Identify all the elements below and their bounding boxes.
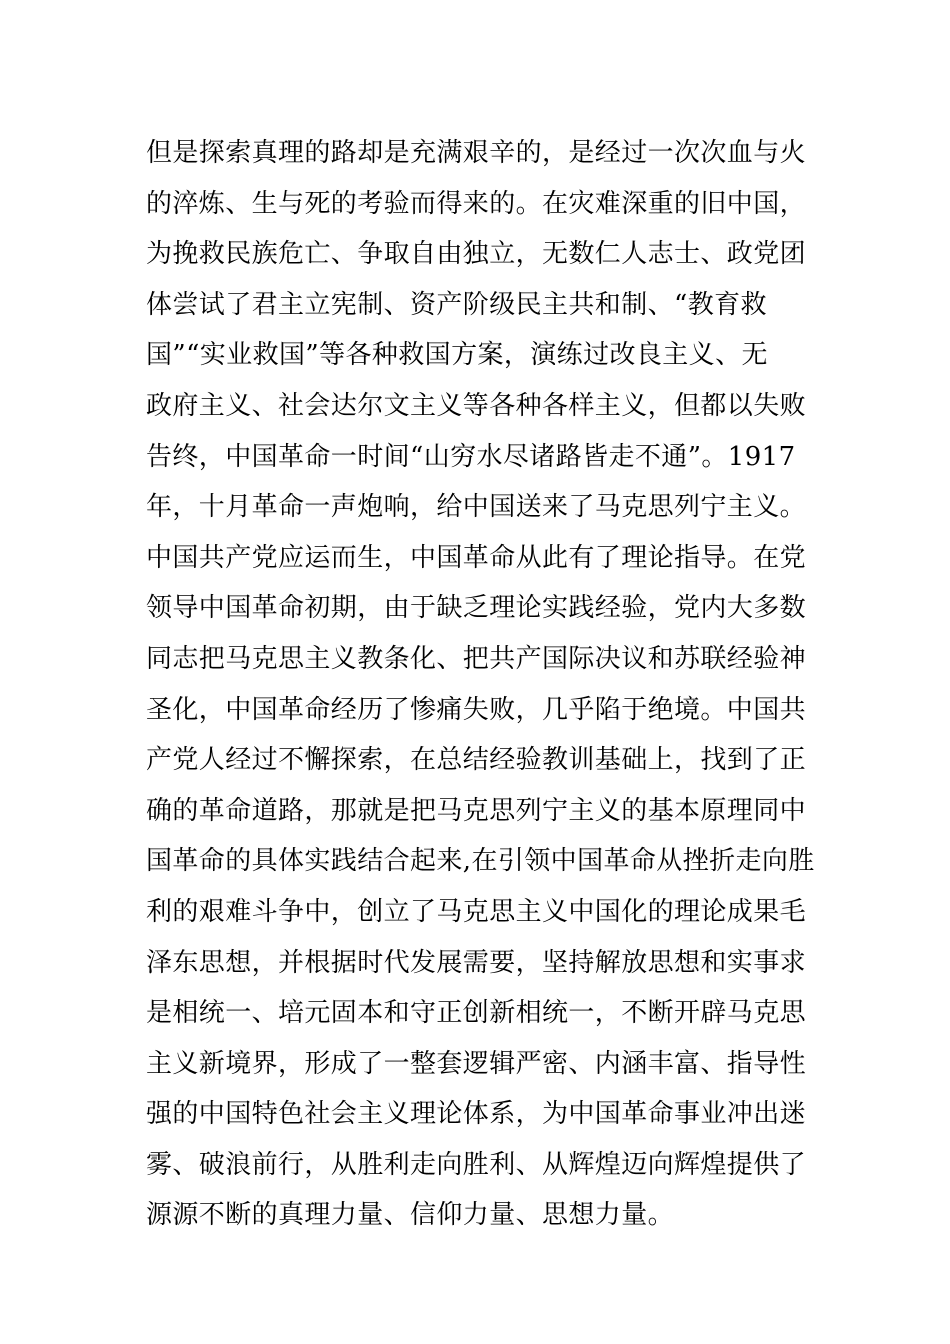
body-paragraph <box>146 128 816 1241</box>
text-line-22: 源源不断的真理力量、信仰力量、思想力量。 <box>146 1200 675 1231</box>
text-line-4: 体尝试了君主立宪制、资产阶级民主共和制、“教育救 <box>146 289 767 320</box>
text-line-14: 确的革命道路，那就是把马克思列宁主义的基本原理同中 <box>146 795 807 826</box>
text-line-12: 圣化，中国革命经历了惨痛失败，几乎陷于绝境。中国共 <box>146 694 807 725</box>
text-line-16: 利的艰难斗争中，创立了马克思主义中国化的理论成果毛 <box>146 896 807 927</box>
text-line-20: 强的中国特色社会主义理论体系，为中国革命事业冲出迷 <box>146 1099 807 1130</box>
text-line-17: 泽东思想，并根据时代发展需要，坚持解放思想和实事求 <box>146 947 807 978</box>
text-line-5: 国”“实业救国”等各种救国方案，演练过改良主义、无 <box>146 340 768 371</box>
text-line-3: 为挽救民族危亡、争取自由独立，无数仁人志士、政党团 <box>146 239 807 270</box>
text-line-2: 的淬炼、生与死的考验而得来的。在灾难深重的旧中国， <box>146 188 807 219</box>
text-line-1: 但是探索真理的路却是充满艰辛的，是经过一次次血与火 <box>146 138 807 168</box>
text-line-18: 是相统一、培元固本和守正创新相统一，不断开辟马克思 <box>146 998 807 1029</box>
text-line-11: 同志把马克思主义教条化、把共产国际决议和苏联经验神 <box>146 643 807 674</box>
text-line-15: 国革命的具体实践结合起来,在引领中国革命从挫折走向胜 <box>146 846 815 877</box>
text-line-8: 年，十月革命一声炮响，给中国送来了马克思列宁主义。 <box>146 492 807 523</box>
text-line-9: 中国共产党应运而生，中国革命从此有了理论指导。在党 <box>146 542 807 573</box>
text-line-19: 主义新境界，形成了一整套逻辑严密、内涵丰富、指导性 <box>146 1048 807 1079</box>
text-line-10: 领导中国革命初期，由于缺乏理论实践经验，党内大多数 <box>146 593 807 624</box>
text-line-21: 雾、破浪前行，从胜利走向胜利、从辉煌迈向辉煌提供了 <box>146 1149 807 1180</box>
text-line-6: 政府主义、社会达尔文主义等各种各样主义，但都以失败 <box>146 390 807 421</box>
text-line-13: 产党人经过不懈探索，在总结经验教训基础上，找到了正 <box>146 745 807 776</box>
text-line-7: 告终，中国革命一时间“山穷水尽诸路皆走不通”。1917 <box>146 441 796 472</box>
